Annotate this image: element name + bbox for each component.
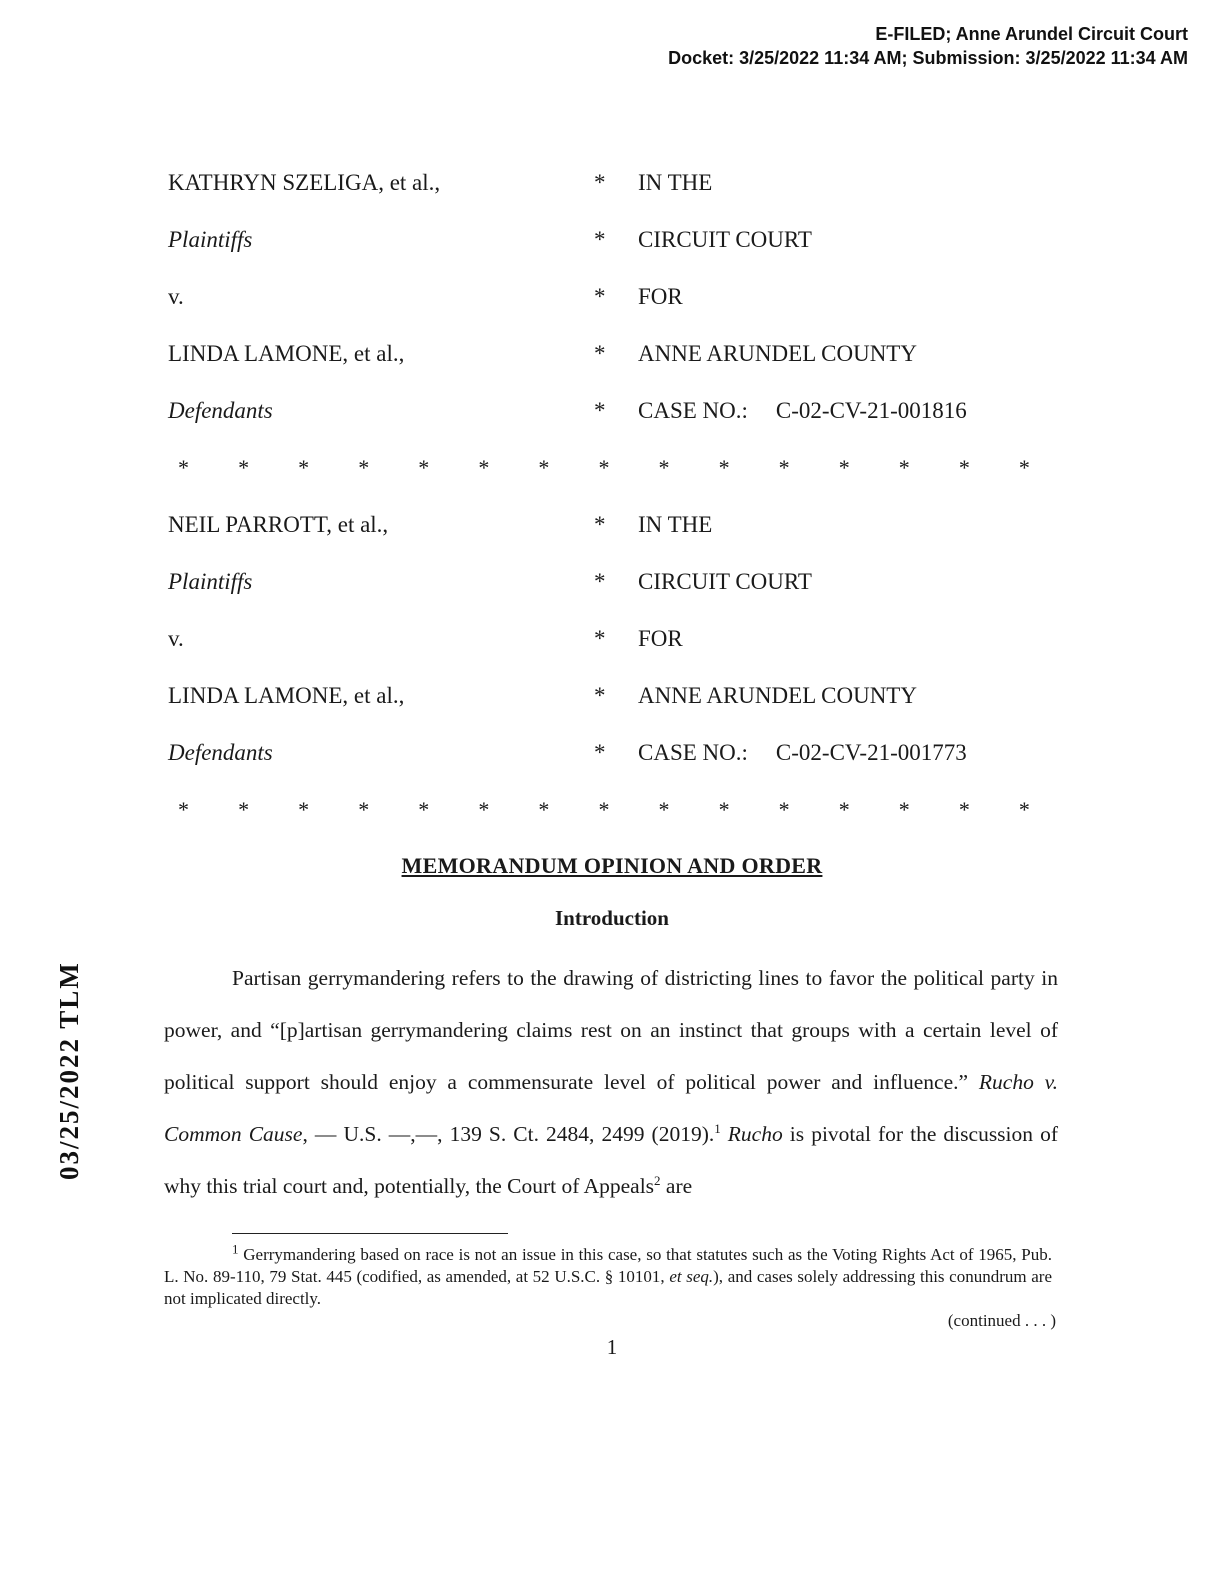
separator-star: * [658,455,670,480]
court-label: ANNE ARUNDEL COUNTY [638,683,917,708]
footnote-ref: 1 [714,1120,721,1136]
party-name: LINDA LAMONE, et al., [168,683,405,708]
footnote [164,1241,1052,1310]
separator-star: * [598,455,610,480]
separator-star: * [358,455,370,480]
separator-star: * [178,455,189,480]
separator-star: * [718,455,730,480]
star-separator [164,797,1044,854]
caption-row [164,227,1044,284]
court-label: ANNE ARUNDEL COUNTY [638,341,917,366]
case-number: C-02-CV-21-001816 [775,398,967,423]
body-text: , — U.S. —,—, 139 S. Ct. 2484, 2499 (2019). [302,1122,715,1146]
separator-star: * [478,797,490,822]
separator-star: * [958,797,970,822]
caption-row [164,740,1044,797]
court-label: FOR [638,284,683,309]
party-role: Defendants [168,740,273,765]
caption-star: * [594,398,606,423]
caption-row [164,512,1044,569]
case-number-label: CASE NO.: [638,740,748,765]
separator-star: * [898,797,910,822]
document-title: MEMORANDUM OPINION AND ORDER [401,853,823,878]
separator-star: * [1018,455,1030,480]
page-number: 1 [606,1335,618,1359]
caption-row [164,569,1044,626]
caption-row [164,683,1044,740]
party-role: Defendants [168,398,273,423]
caption-star: * [594,227,606,252]
separator-star: * [358,797,370,822]
separator-star: * [598,797,610,822]
separator-star: * [238,455,250,480]
body-text: are [660,1174,693,1198]
caption-row [164,170,1044,227]
separator-star: * [238,797,250,822]
separator-star: * [658,797,670,822]
continued-note: (continued . . . ) [947,1311,1056,1330]
caption-row [164,284,1044,341]
section-heading: Introduction [555,906,669,930]
caption-star: * [594,683,606,708]
side-date-stamp: 03/25/2022 TLM [54,961,84,1180]
separator-star: * [418,455,430,480]
body-paragraph-container [164,952,1058,1212]
caption-star: * [594,284,606,309]
efile-line-2: Docket: 3/25/2022 11:34 AM; Submission: 3/25/2022 11:34 AM [668,48,1188,68]
caption-row [164,398,1044,455]
separator-star: * [778,797,790,822]
footnote-ref: 2 [654,1172,661,1188]
separator-star: * [958,455,970,480]
body-paragraph [164,952,1058,1212]
caption-star: * [594,512,606,537]
case-citation: Rucho v. Common Cause [164,1070,1058,1146]
footnote-divider [232,1233,508,1234]
party-name: KATHRYN SZELIGA, et al., [168,170,441,195]
body-text: Partisan gerrymandering refers to the drawing of districting lines to favor the political party in power, and “[p]artisan gerrymandering claims rest on an instinct that groups with a certain level of political support should enjoy a commensurate level of political power and influence.” [164,966,1058,1094]
case-number-line [638,398,967,424]
versus: v. [168,626,184,651]
separator-star: * [838,455,850,480]
separator-star: * [538,797,550,822]
separator-star: * [418,797,430,822]
caption-star: * [594,569,606,594]
case-citation: Rucho [727,1122,783,1146]
case-number-line [638,740,967,766]
separator-star: * [718,797,730,822]
party-name: LINDA LAMONE, et al., [168,341,405,366]
case-number: C-02-CV-21-001773 [775,740,967,765]
efile-stamp [668,22,1188,70]
court-label: CIRCUIT COURT [638,569,812,594]
party-name: NEIL PARROTT, et al., [168,512,389,537]
caption-star: * [594,341,606,366]
court-label: FOR [638,626,683,651]
party-role: Plaintiffs [168,569,253,594]
separator-star: * [778,455,790,480]
separator-star: * [298,455,310,480]
separator-star: * [1018,797,1030,822]
versus: v. [168,284,184,309]
footnote-italic: et seq. [669,1267,714,1286]
caption-star: * [594,626,606,651]
separator-star: * [538,455,550,480]
separator-star: * [898,455,910,480]
efile-line-1: E-FILED; Anne Arundel Circuit Court [875,24,1188,44]
body-text: is pivotal for the discussion of why this trial court and, potentially, the Court of Appeals [164,1122,1058,1198]
caption-star: * [594,170,606,195]
footnote-marker: 1 [232,1241,239,1257]
footnote-text: Gerrymandering based on race is not an issue in this case, so that statutes such as the Voting Rights Act of 1965, Pub. L. No. 89-110, 79 Stat. 445 (codified, as amended, at 52 U.S.C. § 10101, [164,1245,1052,1286]
court-label: IN THE [638,170,713,195]
separator-star: * [478,455,490,480]
star-separator [164,455,1044,512]
case-number-label: CASE NO.: [638,398,748,423]
court-label: CIRCUIT COURT [638,227,812,252]
caption-row [164,626,1044,683]
court-label: IN THE [638,512,713,537]
party-role: Plaintiffs [168,227,253,252]
caption-row [164,341,1044,398]
separator-star: * [838,797,850,822]
caption-star: * [594,740,606,765]
case-caption [164,170,1044,854]
separator-star: * [298,797,310,822]
footnote-text: ), and cases solely addressing this conundrum are not implicated directly. [164,1267,1052,1308]
separator-star: * [178,797,189,822]
